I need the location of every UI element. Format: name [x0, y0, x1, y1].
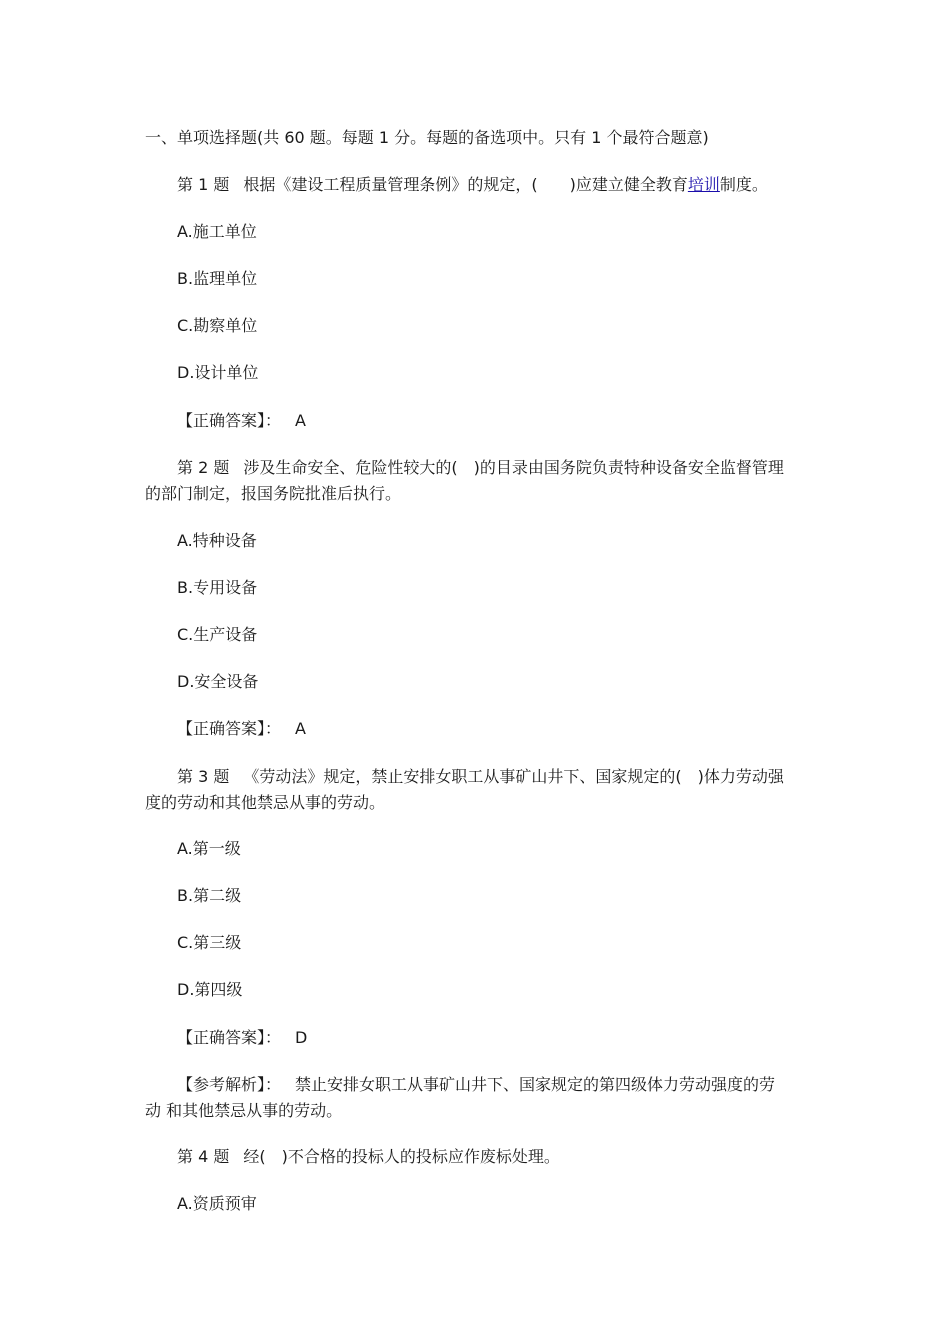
answer-value: A — [295, 411, 306, 430]
answer-row — [177, 1027, 307, 1049]
option-b: B.第二级 — [177, 886, 242, 905]
question-2-stem — [177, 457, 784, 479]
option-c: C.勘察单位 — [177, 316, 258, 335]
option-d: D.设计单位 — [177, 363, 259, 382]
question-3-stem-cont: 度的劳动和其他禁忌从事的劳动。 — [145, 793, 386, 812]
section-title: 一、单项选择题(共 60 题。每题 1 分。每题的备选项中。只有 1 个最符合题意) — [145, 128, 709, 147]
question-text: 《劳动法》规定，禁止安排女职工从事矿山井下、国家规定的( )体力劳动强 — [243, 767, 784, 786]
question-text: 经( )不合格的投标人的投标应作废标处理。 — [243, 1147, 560, 1166]
option-d: D.第四级 — [177, 980, 243, 999]
option-b: B.专用设备 — [177, 578, 258, 597]
question-number: 第 4 题 — [177, 1147, 230, 1166]
answer-label: 【正确答案】： — [177, 411, 282, 430]
question-text-tail: 制度。 — [719, 175, 768, 194]
answer-row — [177, 410, 306, 432]
answer-value: A — [295, 719, 306, 738]
answer-value: D — [295, 1028, 308, 1047]
option-c: C.生产设备 — [177, 625, 258, 644]
question-number: 第 1 题 — [177, 175, 230, 194]
option-a: A.第一级 — [177, 839, 241, 858]
question-2-stem-cont: 的部门制定，报国务院批准后执行。 — [145, 484, 402, 503]
option-d: D.安全设备 — [177, 672, 259, 691]
answer-row — [177, 718, 306, 740]
training-link[interactable]: 培训 — [687, 175, 720, 194]
option-a: A.特种设备 — [177, 531, 257, 550]
analysis-label: 【参考解析】： — [177, 1075, 282, 1094]
analysis-text: 禁止安排女职工从事矿山井下、国家规定的第四级体力劳动强度的劳 — [295, 1075, 776, 1094]
question-3-stem — [177, 766, 784, 788]
option-a: A.施工单位 — [177, 222, 257, 241]
analysis-row — [177, 1074, 775, 1096]
question-4-stem — [177, 1146, 560, 1168]
option-c: C.第三级 — [177, 933, 242, 952]
answer-label: 【正确答案】： — [177, 1028, 282, 1047]
option-a: A.资质预审 — [177, 1194, 257, 1213]
question-text: 根据《建设工程质量管理条例》的规定，( )应建立健全教育 — [243, 175, 688, 194]
analysis-text-cont: 动 和其他禁忌从事的劳动。 — [145, 1101, 343, 1120]
question-number: 第 2 题 — [177, 458, 230, 477]
question-1-stem — [177, 174, 768, 196]
answer-label: 【正确答案】： — [177, 719, 282, 738]
option-b: B.监理单位 — [177, 269, 258, 288]
question-number: 第 3 题 — [177, 767, 230, 786]
question-text: 涉及生命安全、危险性较大的( )的目录由国务院负责特种设备安全监督管理 — [243, 458, 784, 477]
